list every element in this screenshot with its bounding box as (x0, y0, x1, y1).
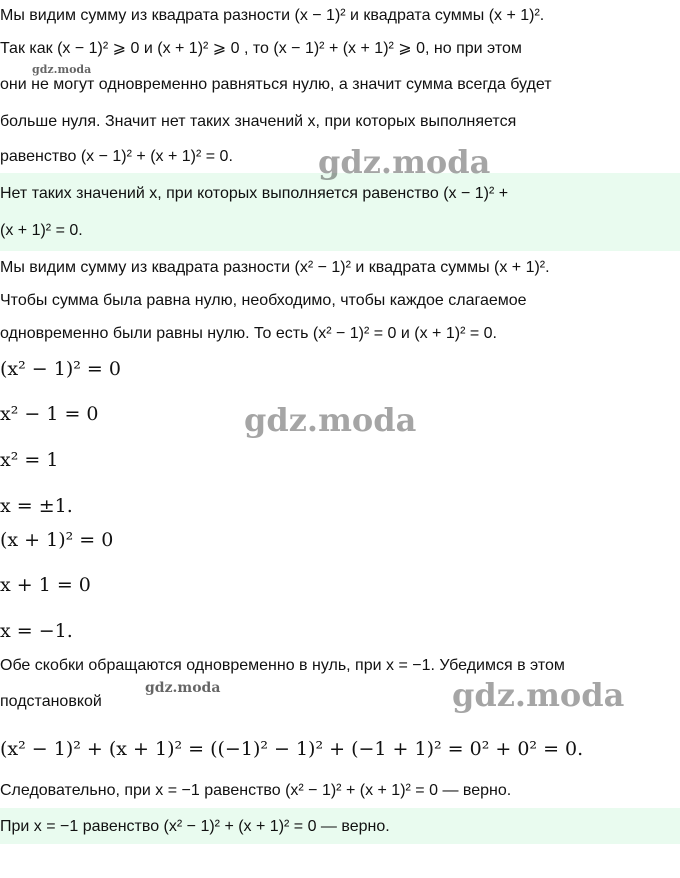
watermark: gdz.moda (32, 63, 92, 76)
text-line: Мы видим сумму из квадрата разности (x² − 1)² и квадрата суммы (x + 1)². (0, 259, 550, 276)
text-line: Обе скобки обращаются одновременно в нуль, при x = −1. Убедимся в этом (0, 657, 565, 674)
equation-line: x = ±1. (0, 495, 73, 517)
equation-line: (x + 1)² = 0 (0, 529, 114, 551)
text-line: они не могут одновременно равняться нулю, а значит сумма всегда будет (0, 76, 552, 93)
text-line: Так как (x − 1)² ⩾ 0 и (x + 1)² ⩾ 0 , то (x − 1)² + (x + 1)² ⩾ 0, но при этом (0, 40, 522, 57)
answer-line: (x + 1)² = 0. (0, 222, 83, 239)
equation-line: (x² − 1)² = 0 (0, 358, 121, 380)
equation-line: x² = 1 (0, 449, 59, 471)
text-line: Мы видим сумму из квадрата разности (x − 1)² и квадрата суммы (x + 1)². (0, 7, 545, 24)
watermark: gdz.moda (145, 680, 221, 696)
watermark: gdz.moda (318, 143, 491, 181)
text-line: одновременно были равны нулю. То есть (x² − 1)² = 0 и (x + 1)² = 0. (0, 325, 497, 342)
equation-line: x² − 1 = 0 (0, 403, 99, 425)
text-line: Чтобы сумма была равна нулю, необходимо, чтобы каждое слагаемое (0, 292, 527, 309)
answer-line: При x = −1 равенство (x² − 1)² + (x + 1)² = 0 — верно. (0, 818, 390, 835)
answer-line: Нет таких значений x, при которых выполняется равенство (x − 1)² + (0, 185, 509, 202)
text-line: больше нуля. Значит нет таких значений x, при которых выполняется (0, 113, 517, 130)
equation-line: (x² − 1)² + (x + 1)² = ((−1)² − 1)² + (−1 + 1)² = 0² + 0² = 0. (0, 738, 584, 760)
text-line: подстановкой (0, 693, 102, 710)
text-line: равенство (x − 1)² + (x + 1)² = 0. (0, 148, 233, 165)
text-line: Следовательно, при x = −1 равенство (x² − 1)² + (x + 1)² = 0 — верно. (0, 782, 512, 799)
watermark: gdz.moda (452, 676, 625, 714)
equation-line: x + 1 = 0 (0, 574, 91, 596)
equation-line: x = −1. (0, 620, 73, 642)
watermark: gdz.moda (244, 401, 417, 439)
